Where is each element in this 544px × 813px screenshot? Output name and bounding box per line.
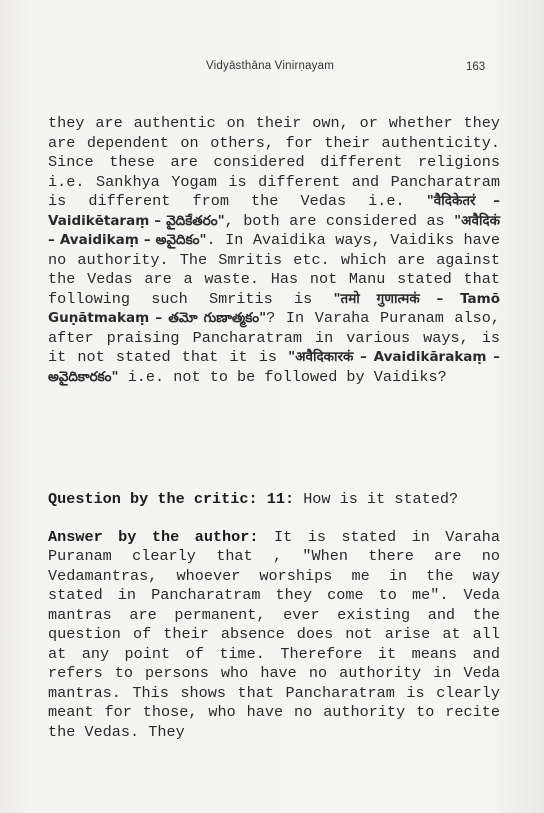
para1-text-3: . In Avaidika ways, Vaidiks have no authority. The Smritis etc. which are against the Vedas are a waste. Has not Manu stated that following such Smritis is bbox=[48, 231, 500, 308]
page-header bbox=[0, 60, 544, 78]
answer-text: It is stated in Varaha Puranam clearly that , "When there are no Vedamantras, whoever worships me in the way stated in Pancharatram they come to me". Veda mantras are permanent, ever existing and the question of their absence does not arise at all at any point of time. Therefore it means and refers to persons who have no authority in Veda mantras. This shows that Pancharatram is clearly meant for those, who have no authority to recite the Vedas. They bbox=[48, 527, 500, 741]
page-number: 163 bbox=[466, 61, 486, 73]
answer-label: Answer by the author: bbox=[48, 527, 259, 546]
term-avaidikarakam: "अवैदिकारकं – Avaidikārakaṃ – అవైదికారకం" bbox=[48, 349, 500, 385]
para1-text-1: they are authentic on their own, or whether they are dependent on others, for their authenticity. Since these are considered different religions i.e. Sankhya Yogam is different and Pancharatram is different from the Vedas i.e. bbox=[48, 114, 500, 210]
para1-text-2: , both are considered as bbox=[224, 211, 455, 230]
answer-paragraph bbox=[48, 528, 500, 743]
term-vaidiketaram: "वैदिकेतरं – Vaidikētaraṃ – వైదికేతరం" bbox=[48, 193, 500, 229]
page-body bbox=[48, 114, 500, 742]
question-paragraph bbox=[48, 490, 500, 510]
term-avaidikam: "अवैदिकं – Avaidikaṃ – అవైదికం" bbox=[48, 212, 500, 248]
term-tamo-gunatmakam: "तमो गुणात्मकं – Tamō Guṇātmakaṃ – తమో గుణాత్మకం" bbox=[48, 290, 500, 326]
question-text: How is it stated? bbox=[294, 490, 459, 508]
paragraph-authenticity bbox=[48, 114, 500, 490]
running-title: Vidyāsthāna Vinirṇayam bbox=[206, 60, 334, 72]
question-label: Question by the critic: 11: bbox=[48, 490, 295, 508]
para1-text-4: ? In Varaha Puranam also, after praising Pancharatram in various ways, is it not stated that it is bbox=[48, 309, 500, 366]
para1-text-5: i.e. not to be followed by Vaidiks? bbox=[118, 367, 447, 386]
